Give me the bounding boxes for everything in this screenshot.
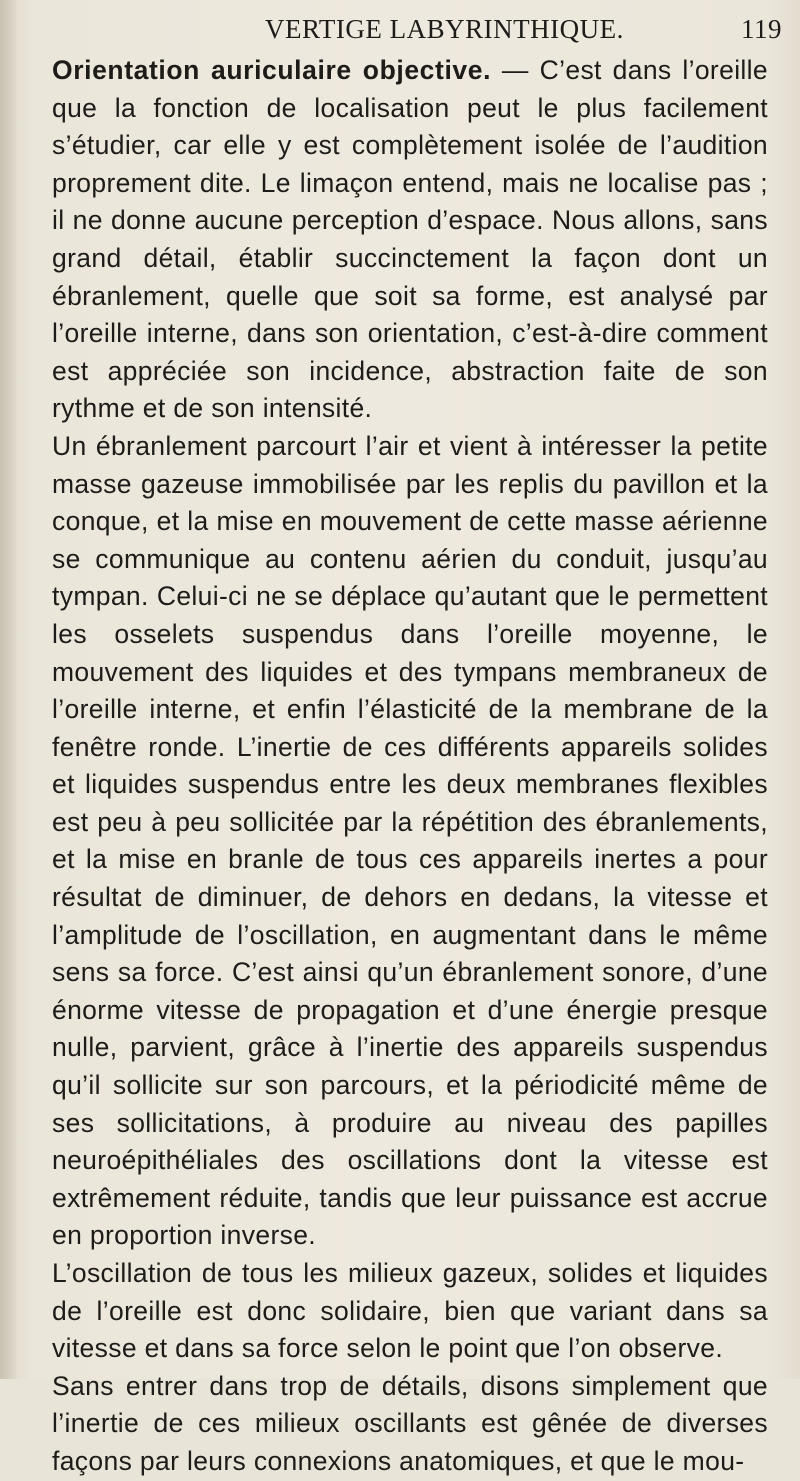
section-heading: Orientation auriculaire objective. [52,55,492,85]
paragraph: Sans entrer dans trop de détails, disons simplement que l’inertie de ces milieux oscillants est gênée de diverses façons par leurs connexions anatomiques, et que le mou- [52,1370,768,1476]
page-number: 119 [741,14,782,44]
page-gutter-shadow [0,0,18,1379]
running-head [0,14,800,50]
section-opening-text: — C’est dans l’oreille que la fonction de localisation peut le plus facilement s’étudier, car elle y est complètement isolée de l’audition proprement dite. Le limaçon entend, mais ne localise pas ; il ne donne aucune perception d’espace. Nous allons, sans grand détail, établir succinctement la façon dont un ébranlement, quelle que soit sa forme, est analysé par l’oreille interne, dans son orientation, c’est-à-dire comment est appréciée son incidence, abstraction faite de son rythme et de son intensité. [52,55,768,424]
paragraph: L’oscillation de tous les milieux gazeux, solides et liquides de l’oreille est donc solidaire, bien que variant dans sa vitesse et dans sa force selon le point que l’on observe. [52,1258,768,1364]
section-opening-paragraph [52,52,768,428]
body-text [52,52,768,1481]
paragraph: Un ébranlement parcourt l’air et vient à intéresser la petite masse gazeuse immobilisée par les replis du pavillon et la conque, et la mise en mouvement de cette masse aérienne se communique au contenu aérien du conduit, jusqu’au tympan. Celui-ci ne se déplace qu’autant que le permettent les osselets suspendus dans l’oreille moyenne, le mouvement des liquides et des tympans membraneux de l’oreille interne, et enfin l’élasticité de la membrane de la fenêtre ronde. L’inertie de ces différents appareils solides et liquides suspendus entre les deux membranes flexibles est peu à peu sollicitée par la répétition des ébranlements, et la mise en branle de tous ces appareils inertes a pour résultat de diminuer, de dehors en dedans, la vitesse et l’amplitude de l’oscillation, en augmentant dans le même sens sa force. C’est ainsi qu’un ébranlement sonore, d’une énorme vitesse de propagation et d’une énergie presque nulle, parvient, grâce à l’inertie des appareils suspendus qu’il sollicite sur son parcours, et la périodicité même de ses sollicitations, à produire au niveau des papilles neuroépithéliales des oscillations dont la vitesse est extrêmement réduite, tandis que leur puissance est accrue en proportion inverse. [52,430,768,1251]
running-head-title: VERTIGE LABYRINTHIQUE. [265,14,624,44]
